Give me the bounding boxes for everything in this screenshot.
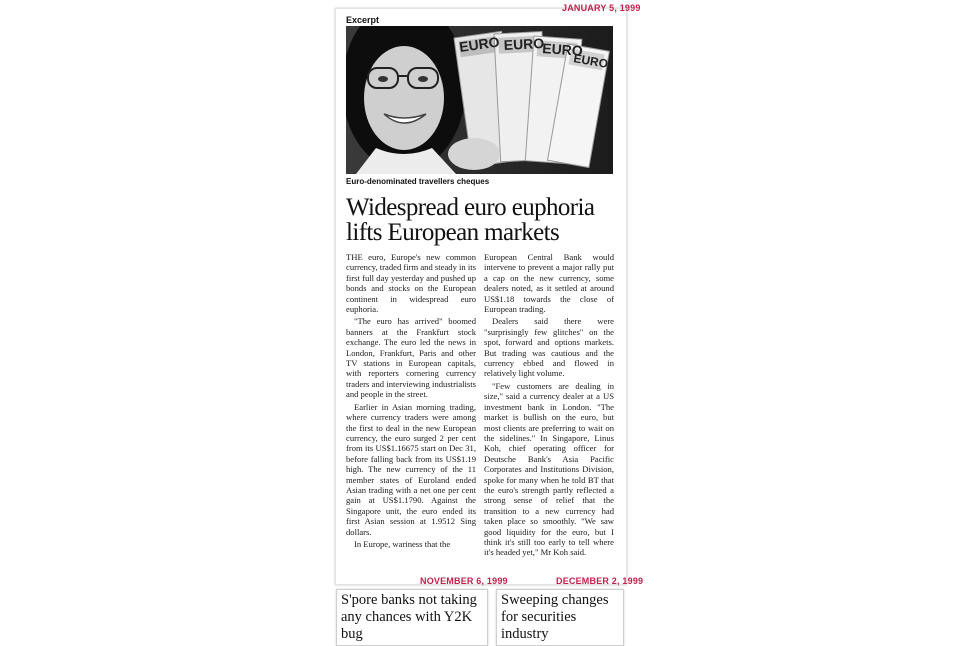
paragraph: "Few customers are dealing in size," said a currency dealer at a US investment bank in London. "The market is bullish on the euro, but most clients are preferring to wait on the sidelines." In Singapore, Linus Koh, chief operating officer for Deutsche Bank's Asia Pacific Corporates and Institutions Division, spoke for many when he told BT that the euro's strength partly reflected a strong sense of relief that the transition to a new currency had taken place so smoothly. "We saw good liquidity for the euro, but I think it's still too early to tell where it's headed yet," Mr Koh said.	[484, 380, 614, 558]
paragraph: Earlier in Asian morning trading, where currency traders were among the first to deal in the new European currency, the euro surged 2 per cent from its US$1.16675 start on Dec 31, before falling back from its US$1.19 high. The new currency of the 11 member states of Euroland ended Asian trading with a net one per cent gain at US$1.1790. Against the Singapore unit, the euro ended its first Asian session at 1.9512 Sing dollars.	[346, 401, 476, 537]
related-clipping-securities	[496, 589, 624, 646]
article-photo	[346, 26, 613, 174]
related-date: DECEMBER 2, 1999	[556, 576, 644, 586]
related-clipping-y2k	[336, 589, 488, 646]
paragraph: THE euro, Europe's new common currency, traded firm and steady in its first full day yesterday and pushed up bonds and stocks on the European continent in widespread euro euphoria.	[346, 252, 476, 315]
photo-caption: Euro-denominated travellers cheques	[346, 177, 490, 186]
article-column-1	[346, 252, 476, 551]
related-headline-line: for securities industry	[501, 609, 577, 642]
cheque-brand-text: EURO	[503, 34, 545, 53]
paragraph: "The euro has arrived" boomed banners at the Frankfurt stock exchange. The euro led the news in London, Frankfurt, Paris and other TV stations in European capitals, with reporters cornering currency traders and interviewing industrialists and people in the street.	[346, 316, 476, 400]
article-column-2	[484, 252, 614, 560]
paragraph: Dealers said there were "surprisingly few glitches" on the spot, forward and options markets. But trading was cautious and the currency ebbed and flowed in relatively light volume.	[484, 316, 614, 379]
cheque-brand-text: EURO	[458, 33, 501, 55]
paragraph: European Central Bank would intervene to prevent a major rally put a cap on the new currency, some dealers noted, as it settled at around US$1.18 towards the close of European trading.	[484, 252, 614, 315]
cheque-brand-text: EURO	[572, 51, 610, 71]
headline: Widespread euro euphoria lifts European markets	[346, 194, 595, 246]
article-date: JANUARY 5, 1999	[562, 3, 641, 13]
related-headline-line: any chances with Y2K bug	[341, 609, 473, 642]
excerpt-label: Excerpt	[346, 15, 380, 25]
paragraph: In Europe, wariness that the	[354, 538, 451, 549]
cheque-brand-text: EURO	[541, 40, 584, 59]
related-date: NOVEMBER 6, 1999	[420, 576, 508, 586]
related-headline-line: Sweeping changes	[501, 592, 609, 608]
photo-illustration	[346, 26, 613, 174]
related-headline-line: S'pore banks not taking	[341, 592, 477, 608]
